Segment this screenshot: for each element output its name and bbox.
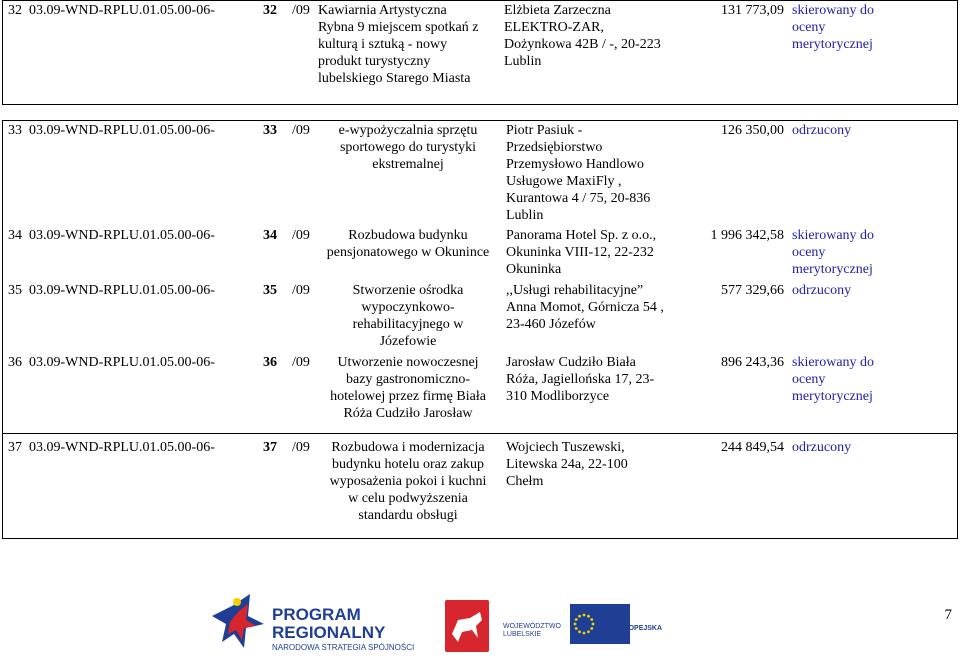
program-regionalny-logo xyxy=(212,594,414,652)
application-number: 32 xyxy=(263,3,277,18)
table-rule xyxy=(2,538,958,539)
application-code: 03.09-WND-RPLU.01.05.00-06- xyxy=(29,228,215,243)
applicant-line: Okuninka VIII-12, 22-232 xyxy=(506,245,654,260)
table-row xyxy=(2,120,958,225)
eu-star-icon xyxy=(590,618,593,621)
status-label xyxy=(792,227,902,278)
project-title-line: rehabilitacyjnego w xyxy=(352,317,464,332)
eu-flag-icon xyxy=(570,604,630,644)
applicant xyxy=(506,227,676,278)
applicant-line: 23-460 Józefów xyxy=(506,317,596,332)
amount-value: 577 329,66 xyxy=(721,283,784,298)
status-label xyxy=(792,2,902,53)
project-title xyxy=(318,122,498,173)
lubelskie-crest xyxy=(445,600,561,652)
amount-value: 126 350,00 xyxy=(721,123,784,138)
application-code: 03.09-WND-RPLU.01.05.00-06- xyxy=(29,440,215,455)
project-title-line: standardu obsługi xyxy=(358,508,458,523)
application-year: /09 xyxy=(292,440,310,455)
project-title-line: wyposażenia pokoi i kuchni xyxy=(329,474,487,489)
eu-star-icon xyxy=(587,630,590,633)
logo1-line2: REGIONALNY xyxy=(272,623,386,642)
project-title-line: Rybna 9 miejscem spotkań z xyxy=(318,20,479,35)
status-label-line: odrzucony xyxy=(792,123,852,138)
applicant-line: 310 Modliborzyce xyxy=(506,389,610,404)
table-border xyxy=(957,0,958,104)
row-number: 34 xyxy=(8,228,22,243)
applicant-line: Wojciech Tuszewski, xyxy=(506,440,625,455)
eu-star-icon xyxy=(590,627,593,630)
application-code: 03.09-WND-RPLU.01.05.00-06- xyxy=(29,123,215,138)
eu-star-icon xyxy=(575,618,578,621)
row-number: 35 xyxy=(8,283,22,298)
applicant-line: Jarosław Cudziło Biała xyxy=(506,355,636,370)
applicant-line: Elżbieta Zarzeczna xyxy=(504,3,611,18)
applicant-line: Przedsiębiorstwo xyxy=(506,140,603,155)
project-title-line: Rozbudowa i modernizacja xyxy=(331,440,485,455)
application-year: /09 xyxy=(292,355,310,370)
logo2-line1: WOJEWÓDZTWO xyxy=(503,623,561,630)
table-row xyxy=(2,280,958,352)
status-label-line: merytorycznej xyxy=(792,389,873,404)
eu-star-icon xyxy=(583,632,586,635)
application-number: 36 xyxy=(263,355,277,370)
table-row xyxy=(2,437,958,537)
applicant-line: ELEKTRO-ZAR, xyxy=(504,20,604,35)
status-label-line: merytorycznej xyxy=(792,37,873,52)
row-number: 32 xyxy=(8,3,22,18)
status-label xyxy=(792,354,902,405)
project-title-line: hotelowej przez firmę Biała xyxy=(330,389,486,404)
project-title xyxy=(318,354,498,422)
table-border xyxy=(957,120,958,538)
project-title-line: wypoczynkowo- xyxy=(361,300,455,315)
applicant-line: Piotr Pasiuk - xyxy=(506,123,583,138)
application-number: 37 xyxy=(263,440,277,455)
project-title xyxy=(318,282,498,350)
applicant xyxy=(506,354,676,405)
logos-svg xyxy=(0,590,960,662)
status-label-line: oceny xyxy=(792,20,826,35)
application-year: /09 xyxy=(292,123,310,138)
applicant-line: Panorama Hotel Sp. z o.o., xyxy=(506,228,657,243)
project-title xyxy=(318,2,498,87)
amount-value: 244 849,54 xyxy=(721,440,784,455)
status-label xyxy=(792,122,902,139)
applicant-line: Litewska 24a, 22-100 xyxy=(506,457,628,472)
status-label xyxy=(792,282,902,299)
table-border xyxy=(2,120,3,538)
status-label xyxy=(792,439,902,456)
project-title-line: budynku hotelu oraz zakup xyxy=(331,457,484,472)
eu-star-icon xyxy=(592,623,595,626)
application-code: 03.09-WND-RPLU.01.05.00-06- xyxy=(29,355,215,370)
table-border xyxy=(2,0,3,104)
logo1-line1: PROGRAM xyxy=(272,605,361,624)
row-number: 33 xyxy=(8,123,22,138)
applicant xyxy=(506,439,676,490)
project-title-line: produkt turystyczny xyxy=(318,54,431,69)
project-title-line: Józefowie xyxy=(379,334,437,349)
footer-logos xyxy=(0,590,960,662)
table-row xyxy=(2,225,958,280)
eu-star-icon xyxy=(578,630,581,633)
project-title-line: pensjonatowego w Okunince xyxy=(326,245,490,260)
table-row xyxy=(2,352,958,437)
application-number: 33 xyxy=(263,123,277,138)
project-title-line: lubelskiego Starego Miasta xyxy=(318,71,471,86)
status-label-line: oceny xyxy=(792,372,826,387)
eu-star-icon xyxy=(575,627,578,630)
application-number: 34 xyxy=(263,228,277,243)
application-year: /09 xyxy=(292,228,310,243)
applicant-line: Okuninka xyxy=(506,262,562,277)
applicant-line: Lublin xyxy=(506,208,544,223)
eu-star-icon xyxy=(578,615,581,618)
status-label-line: skierowany do xyxy=(792,355,875,370)
applicant-line: Kurantowa 4 / 75, 20-836 xyxy=(506,191,651,206)
applicant-line: Dożynkowa 42B / -, 20-223 xyxy=(504,37,661,52)
application-year: /09 xyxy=(292,283,310,298)
project-title-line: Róża Cudziło Jarosław xyxy=(343,406,473,421)
table-rule xyxy=(2,120,958,121)
applicant xyxy=(506,122,676,224)
status-label-line: oceny xyxy=(792,245,826,260)
applicant-line: Usługowe MaxiFly , xyxy=(506,174,622,189)
project-title xyxy=(318,439,498,524)
project-title-line: Kawiarnia Artystyczna xyxy=(318,3,447,18)
applicant-line: Lublin xyxy=(504,54,542,69)
amount-value: 896 243,36 xyxy=(721,355,784,370)
status-label-line: odrzucony xyxy=(792,283,852,298)
project-title-line: e-wypożyczalnia sprzętu xyxy=(338,123,478,138)
table-row xyxy=(2,0,958,104)
amount-value: 131 773,09 xyxy=(721,3,784,18)
project-title-line: ekstremalnej xyxy=(372,157,444,172)
row-number: 37 xyxy=(8,440,22,455)
application-year: /09 xyxy=(292,3,310,18)
status-label-line: skierowany do xyxy=(792,3,875,18)
eu-star-icon xyxy=(574,623,577,626)
logo1-line3: NARODOWA STRATEGIA SPÓJNOŚCI xyxy=(272,643,415,652)
project-title xyxy=(318,227,498,261)
application-code: 03.09-WND-RPLU.01.05.00-06- xyxy=(29,3,215,18)
status-label-line: skierowany do xyxy=(792,228,875,243)
project-title-line: Stworzenie ośrodka xyxy=(352,283,464,298)
eu-star-icon xyxy=(583,614,586,617)
applicant-line: Przemysłowo Handlowo xyxy=(506,157,645,172)
project-title-line: sportowego do turystyki xyxy=(339,140,477,155)
eu-star-icon xyxy=(587,615,590,618)
application-number: 35 xyxy=(263,283,277,298)
eu-logo xyxy=(570,604,662,644)
yellow-dot-icon xyxy=(233,598,241,606)
project-title-line: Utworzenie nowoczesnej xyxy=(337,355,479,370)
table-rule xyxy=(2,0,958,1)
applicant xyxy=(506,282,676,333)
applicant-line: ,,Usługi rehabilitacyjne” xyxy=(506,283,644,298)
project-title-line: Rozbudowa budynku xyxy=(348,228,468,243)
project-title-line: bazy gastronomiczno- xyxy=(345,372,470,387)
applicant xyxy=(504,2,674,70)
project-title-line: w celu podwyższenia xyxy=(348,491,468,506)
status-label-line: merytorycznej xyxy=(792,262,873,277)
project-title-line: kulturą i sztuką - nowy xyxy=(318,37,448,52)
logo2-line2: LUBELSKIE xyxy=(503,631,542,638)
row-number: 36 xyxy=(8,355,22,370)
applicant-line: Chełm xyxy=(506,474,544,489)
logo3-line1: UNIA EUROPEJSKA xyxy=(595,625,663,632)
page-number: 7 xyxy=(944,607,952,623)
amount-value: 1 996 342,58 xyxy=(710,228,784,243)
status-label-line: odrzucony xyxy=(792,440,852,455)
applicant-line: Róża, Jagiellońska 17, 23- xyxy=(506,372,655,387)
table-rule xyxy=(2,433,958,434)
table-rule xyxy=(2,104,958,105)
applicant-line: Anna Momot, Górnicza 54 , xyxy=(506,300,664,315)
application-code: 03.09-WND-RPLU.01.05.00-06- xyxy=(29,283,215,298)
